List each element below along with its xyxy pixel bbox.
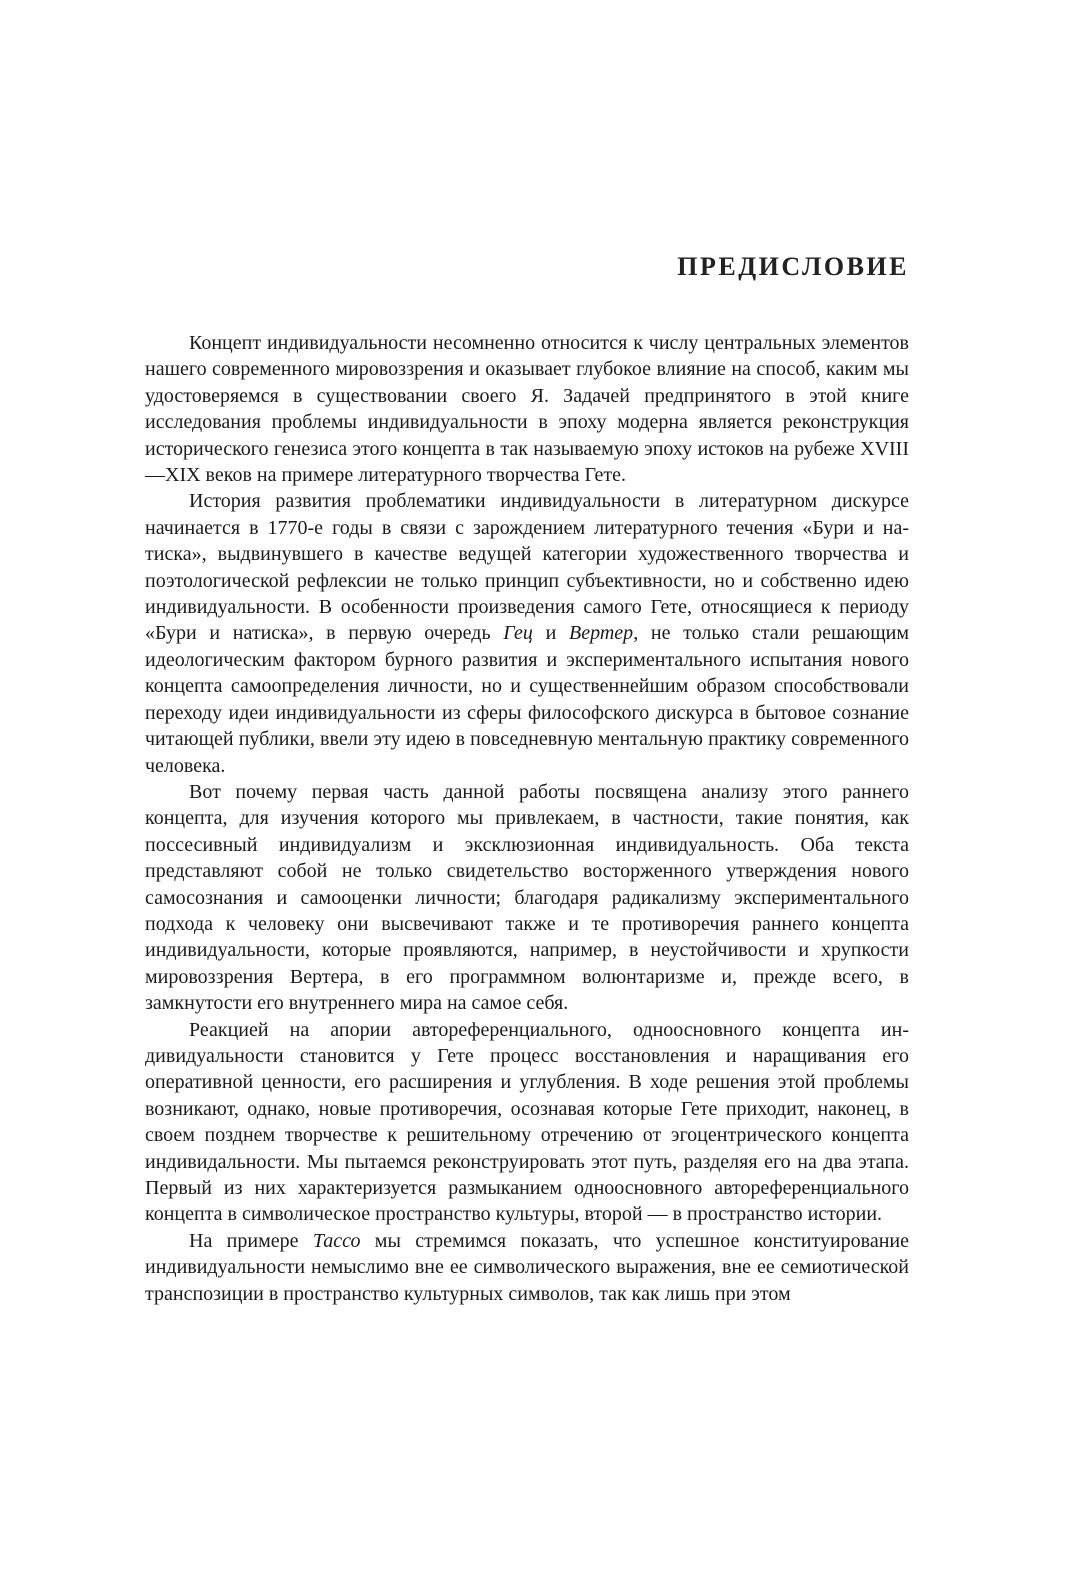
text-run: На примере — [189, 1229, 313, 1252]
italic-title: Гец — [503, 622, 533, 645]
italic-title: Тассо — [312, 1229, 361, 1252]
page-content — [145, 252, 909, 1307]
paragraph — [145, 330, 909, 488]
paragraph — [145, 488, 909, 778]
paragraph — [145, 1228, 909, 1307]
paragraph — [145, 779, 909, 1017]
chapter-title: ПРЕДИСЛОВИЕ — [677, 252, 909, 281]
italic-title: Вертер — [569, 622, 634, 645]
text-run: Концепт индивидуальности несомненно относится к числу центральных элементов нашего современного мировоззрения и оказывает глубокое влияние на способ, каким мы удостоверяемся в существовании своего Я. Задачей предпринятого в этой книге исследования проблемы индивидуальности в эпоху модерна является реконструкция исторического генезиса этого концепта в так называемую эпоху истоков на рубеже XVIII—XIX веков на примере литературного творчества Гете. — [145, 332, 909, 487]
text-run: мы стремимся показать, что успешное конституирование индивидуальности немыслимо вне ее символического выражения, вне ее семиотической транспозиции в пространство культурных символов, так как лишь при этом — [145, 1229, 909, 1305]
text-run: Вот почему первая часть данной работы посвящена анализу этого раннего концепта, для изучения которого мы привлекаем, в частности, такие понятия, как поссесивный индивидуализм и эксклюзионная индивидуальность. Оба текста представляют собой не только свидетельство восторженного утверждения нового самосознания и самооценки личности; благодаря радикализму экспериментального подхода к человеку они высвечивают также и те противоречия раннего концепта индивидуальности, которые проявляются, например, в неустойчивости и хрупкости мировоззрения Вертера, в его программном волюнтаризме и, прежде всего, в замкнутости его внутреннего мира на самое себя. — [145, 780, 909, 1015]
text-run: История развития проблематики индивидуальности в литературном дискурсе начинается в 1770-е годы в связи с зарождением литературного течения «Бури и натиска», выдвинувшего в качестве ведущей категории художественного творчества и поэтологической рефлексии не только принцип субъективности, но и собственно идею индивидуальности. В особенности произведения самого Гете, относящиеся к периоду «Бури и натиска», в первую очередь — [145, 490, 909, 645]
text-run: Реакцией на апории автореференциального, одноосновного концепта индивидуальности становится у Гете процесс восстановления и наращивания его оперативной ценности, его расширения и углубления. В ходе решения этой проблемы возникают, однако, новые противоречия, осознавая которые Гете приходит, наконец, в своем позднем творчестве к решительному отречению от эгоцентрического концепта индивидальности. Мы пытаемся реконструировать этот путь, разделяя его на два этапа. Первый из них характеризуется размыканием одноосновного автореференциального концепта в символическое пространство культуры, второй — в пространство истории. — [145, 1018, 909, 1226]
text-run: и — [532, 622, 570, 645]
paragraph — [145, 1017, 909, 1228]
body-text — [145, 330, 909, 1307]
text-run: , не только стали решающим идеологическим фактором бурного развития и экспериментального испытания нового концепта самоопределения личности, но и существеннейшим образом способствовали переходу идеи индивидуальности из сферы философского дискурса в бытовое сознание читающей публики, ввели эту идею в повседневную ментальную практику современного человека. — [145, 622, 909, 777]
